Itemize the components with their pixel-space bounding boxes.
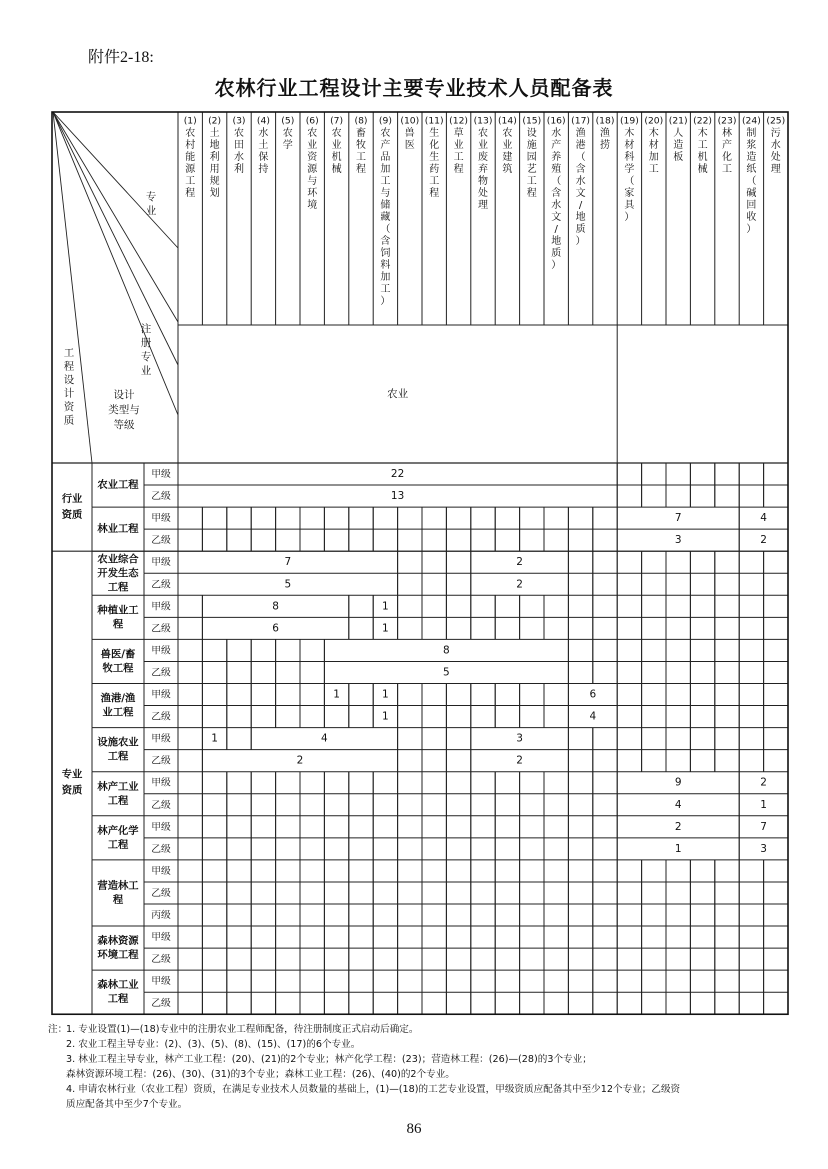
column-header-label: 渔捞 <box>600 128 610 151</box>
column-header-label: 污水处理 <box>770 128 781 175</box>
registered-speciality-label: 农业 <box>387 388 409 400</box>
grade-label: 乙级 <box>151 491 171 503</box>
group-label: 工程 <box>107 993 129 1006</box>
group-label: 程 <box>112 618 124 631</box>
column-number: (18) <box>595 115 615 127</box>
column-header-label: 木材科学（家具） <box>624 128 635 223</box>
column-header-label: 渔港（含水文/地质） <box>575 128 586 247</box>
group-label: 工程 <box>107 581 129 594</box>
grade-label: 甲级 <box>151 932 171 944</box>
column-header-label: 农业废弃物处理 <box>478 128 488 211</box>
column-header-label: 农学 <box>282 128 293 151</box>
staff-count: 9 <box>674 776 682 789</box>
column-number: (13) <box>473 115 493 127</box>
group-label: 工程 <box>107 794 129 807</box>
staff-count: 8 <box>443 644 450 657</box>
staff-count: 6 <box>272 622 279 635</box>
grade-label: 甲级 <box>151 557 171 569</box>
column-number: (8) <box>354 115 368 127</box>
grade-label: 乙级 <box>151 755 171 767</box>
staff-count: 5 <box>284 578 292 591</box>
corner-label-design-line: 类型与 <box>108 404 140 416</box>
column-number: (11) <box>424 115 444 127</box>
column-number: (24) <box>741 115 761 127</box>
column-number: (23) <box>717 115 737 127</box>
page-number: 86 <box>406 1121 422 1137</box>
staff-count: 1 <box>333 688 340 701</box>
grade-label: 甲级 <box>151 733 171 745</box>
staff-count: 2 <box>760 776 767 789</box>
column-number: (7) <box>330 115 344 127</box>
group-label: 渔港/渔 <box>100 692 136 705</box>
group-label: 农业综合 <box>97 553 139 566</box>
column-header-label: 水产养殖（含水文/地质） <box>551 128 562 271</box>
column-number: (1) <box>183 115 197 127</box>
column-header-label: 畜牧工程 <box>356 128 366 175</box>
corner-label-design-line: 设计 <box>113 389 135 401</box>
corner-diagonal <box>53 112 178 322</box>
group-label: 林产工业 <box>97 780 139 793</box>
grade-label: 乙级 <box>151 799 171 811</box>
group-label: 工程 <box>107 750 129 763</box>
notes-label: 注： <box>48 1024 68 1035</box>
group-label: 森林工业 <box>97 979 139 992</box>
note-line: 1. 专业设置(1)—(18)专业中的注册农业工程师配备，待注册制度正式启动后确定。 <box>66 1024 419 1035</box>
column-number: (21) <box>668 115 688 127</box>
grade-label: 甲级 <box>151 976 171 988</box>
corner-diagonal <box>53 112 178 248</box>
grade-label: 乙级 <box>151 887 171 899</box>
staff-count: 2 <box>516 578 523 591</box>
staff-count: 7 <box>760 820 767 833</box>
staff-count: 2 <box>760 534 767 547</box>
group-label: 农业工程 <box>97 479 139 492</box>
grade-label: 甲级 <box>151 513 171 525</box>
grade-label: 乙级 <box>151 954 171 966</box>
grade-label: 乙级 <box>151 623 171 635</box>
staff-count: 1 <box>211 732 218 745</box>
staff-count: 2 <box>674 820 682 833</box>
column-number: (14) <box>497 115 517 127</box>
column-header-label: 兽医 <box>404 128 415 151</box>
column-number: (10) <box>400 115 420 127</box>
column-number: (12) <box>449 115 469 127</box>
column-number: (4) <box>256 115 270 127</box>
column-number: (20) <box>644 115 664 127</box>
staff-count: 3 <box>674 534 682 547</box>
column-header-label: 水土保持 <box>258 128 269 175</box>
attachment-label: 附件2-18: <box>88 49 154 66</box>
column-header-label: 设施园艺工程 <box>526 128 537 199</box>
grade-label: 乙级 <box>151 998 171 1010</box>
column-header-label: 农业机械 <box>331 128 342 175</box>
staff-count: 2 <box>516 556 523 569</box>
grade-label: 丙级 <box>151 910 171 922</box>
note-line: 4. 申请农林行业（农业工程）资质，在满足专业技术人员数量的基础上，(1)—(18)的工艺专业设置，甲级资质应配备其中至少12个专业；乙级资 <box>66 1084 681 1095</box>
column-number: (19) <box>619 115 639 127</box>
group-label: 业工程 <box>102 706 134 719</box>
note-line: 森林资源环境工程：(26)、(30)、(31)的3个专业；森林工业工程：(26)、(40)的2个专业。 <box>66 1069 455 1080</box>
column-header-label: 农业资源与环境 <box>307 128 318 211</box>
column-header-label: 制浆造纸（碱回收） <box>746 128 757 235</box>
column-header-label: 人造板 <box>673 128 684 163</box>
column-number: (16) <box>546 115 566 127</box>
group-label: 工程 <box>107 838 129 851</box>
group-label: 程 <box>112 893 124 906</box>
staff-count: 1 <box>760 798 767 811</box>
group-label: 牧工程 <box>102 662 134 675</box>
staff-count: 1 <box>382 710 389 723</box>
staff-count: 4 <box>321 732 328 745</box>
column-number: (2) <box>208 115 222 127</box>
column-number: (15) <box>522 115 542 127</box>
staff-count: 3 <box>516 732 523 745</box>
column-number: (6) <box>305 115 319 127</box>
grade-label: 甲级 <box>151 645 171 657</box>
staff-count: 1 <box>382 600 389 613</box>
column-number: (5) <box>281 115 295 127</box>
staff-count: 3 <box>760 842 767 855</box>
staff-count: 6 <box>589 688 597 701</box>
grade-label: 乙级 <box>151 667 171 679</box>
group-label: 林业工程 <box>97 523 139 536</box>
group-label: 兽医/畜 <box>100 648 136 661</box>
column-number: (9) <box>378 115 392 127</box>
column-number: (17) <box>571 115 591 127</box>
group-label: 森林资源 <box>97 935 139 948</box>
staff-count: 8 <box>272 600 279 613</box>
grade-label: 甲级 <box>151 821 171 833</box>
note-line: 质应配备其中至少7个专业。 <box>66 1099 188 1110</box>
section-label: 资质 <box>61 784 83 797</box>
staff-count: 4 <box>589 710 597 723</box>
section-label: 专业 <box>61 768 83 781</box>
staff-count: 4 <box>674 798 682 811</box>
corner-label-speciality: 专业 <box>145 191 157 217</box>
page-title: 农林行业工程设计主要专业技术人员配备表 <box>214 76 614 100</box>
grade-label: 乙级 <box>151 711 171 723</box>
note-line: 2. 农业工程主导专业：(2)、(3)、(5)、(8)、(15)、(17)的6个专业。 <box>66 1039 361 1050</box>
column-header-label: 草业工程 <box>453 128 464 175</box>
staff-count: 1 <box>674 842 682 855</box>
column-header-label: 生化生药工程 <box>429 128 440 199</box>
column-number: (22) <box>693 115 713 127</box>
corner-diagonal <box>53 112 178 365</box>
column-header-label: 农业建筑 <box>502 128 513 175</box>
corner-label-qualification: 工程设计资质 <box>63 347 75 427</box>
group-label: 林产化学 <box>97 824 139 837</box>
section-label: 资质 <box>61 509 83 522</box>
column-number: (3) <box>232 115 246 127</box>
grade-label: 甲级 <box>151 469 171 481</box>
staff-count: 7 <box>674 512 682 525</box>
group-label: 设施农业 <box>97 736 139 749</box>
grade-label: 乙级 <box>151 843 171 855</box>
column-header-label: 林产化工 <box>722 128 732 175</box>
column-header-label: 木材加工 <box>648 128 659 175</box>
staff-count: 2 <box>296 754 304 767</box>
staff-count: 13 <box>390 490 405 503</box>
column-header-label: 农村能源工程 <box>185 128 196 199</box>
column-header-label: 木工机械 <box>697 128 708 175</box>
staff-count: 22 <box>390 468 405 481</box>
column-header-label: 农田水利 <box>234 128 244 175</box>
column-header-label: 农产品加工与储藏（含饲料加工） <box>380 128 391 307</box>
staff-count: 1 <box>382 688 389 701</box>
staff-count: 4 <box>760 512 767 525</box>
notes <box>48 1022 786 1112</box>
grade-label: 甲级 <box>151 865 171 877</box>
staff-count: 7 <box>284 556 292 569</box>
corner-label-design-line: 等级 <box>113 419 135 431</box>
corner-label-registered: 注册专业 <box>140 323 152 377</box>
note-line: 3. 林业工程主导专业，林产工业工程：(20)、(21)的2个专业；林产化学工程：(23)；营造林工程：(26)—(28)的3个专业； <box>66 1054 592 1065</box>
group-label: 环境工程 <box>97 949 139 962</box>
grade-label: 乙级 <box>151 579 171 591</box>
section-label: 行业 <box>61 493 83 506</box>
grade-label: 乙级 <box>151 535 171 547</box>
grade-label: 甲级 <box>151 689 171 701</box>
column-number: (25) <box>766 115 786 127</box>
staff-count: 5 <box>443 666 450 679</box>
grade-label: 甲级 <box>151 777 171 789</box>
grade-label: 甲级 <box>151 601 171 613</box>
staff-count: 2 <box>516 754 523 767</box>
group-label: 种植业工 <box>97 604 139 617</box>
group-label: 营造林工 <box>97 879 139 892</box>
column-header-label: 土地利用规划 <box>209 128 220 199</box>
staff-count: 1 <box>382 622 389 635</box>
group-label: 开发生态 <box>97 567 139 580</box>
